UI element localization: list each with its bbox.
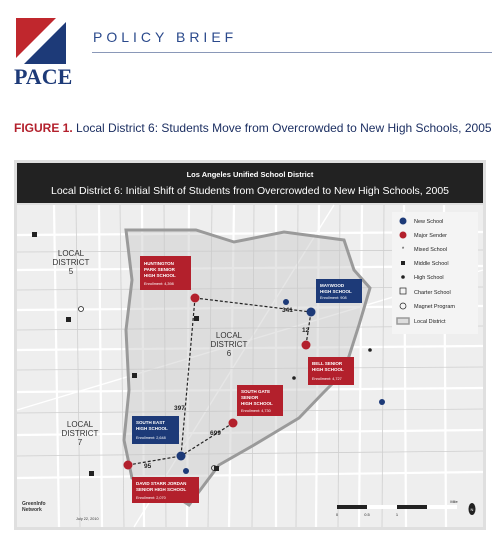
marker-jordan <box>124 461 133 470</box>
callout-south-gate-name3: HIGH SCHOOL <box>241 401 273 406</box>
callout-south-east-name2: HIGH SCHOOL <box>136 426 168 431</box>
scale-label-mile: Mile <box>450 499 458 504</box>
district-7-line3: 7 <box>77 438 83 447</box>
callout-maywood <box>316 279 362 303</box>
callout-bell <box>308 357 354 385</box>
district-5-line3: 5 <box>68 267 74 276</box>
flow-label-12: 12 <box>302 327 310 334</box>
callout-jordan <box>132 477 199 503</box>
callout-jordan-enroll: Enrollment: 2,070 <box>136 496 166 500</box>
district-7-line2: DISTRICT <box>61 429 99 438</box>
flow-label-699: 699 <box>210 430 221 437</box>
legend-new-school-symbol <box>400 218 407 225</box>
marker-maywood <box>307 308 316 317</box>
legend-mixed-school-symbol: * <box>401 247 405 253</box>
flow-label-95: 95 <box>144 463 152 470</box>
district-map <box>14 160 486 530</box>
scale-bar-segment <box>367 505 397 509</box>
legend-major-sender: Major Sender <box>414 233 448 239</box>
map-header <box>17 163 483 203</box>
flow-label-341: 341 <box>282 307 293 314</box>
callout-south-east-enroll: Enrollment: 2,648 <box>136 436 166 440</box>
district-6-line1: LOCAL <box>215 331 243 340</box>
callout-huntington-name3: HIGH SCHOOL <box>144 273 176 278</box>
scale-bar-segment-2 <box>427 505 457 509</box>
district-6-line3: 6 <box>226 349 232 358</box>
scale-label-1: 1 <box>395 512 399 517</box>
marker-south-gate <box>229 419 238 428</box>
legend-new-school: New School <box>414 219 444 225</box>
map-legend <box>392 212 478 334</box>
callout-bell-name1: BELL SENIOR <box>312 361 343 366</box>
legend-magnet-program: Magnet Program <box>414 304 455 310</box>
map-district-title: Los Angeles Unified School District <box>186 170 314 179</box>
north-label: N <box>470 507 474 512</box>
legend-high-school-symbol <box>401 275 405 279</box>
legend-local-district: Local District <box>414 319 446 325</box>
callout-jordan-name1: DAVID STARR JORDAN <box>136 481 187 486</box>
callout-south-gate-name2: SENIOR <box>241 395 259 400</box>
scale-label-0: 0 <box>335 512 339 517</box>
legend-mixed-school: Mixed School <box>414 247 448 253</box>
figure-caption <box>14 121 494 136</box>
callout-huntington-name2: PARK SENIOR <box>144 267 175 272</box>
callout-bell-enroll: Enrollment: 4,727 <box>312 377 342 381</box>
pace-logo-mark <box>16 18 66 64</box>
credit-line1: GreenInfo <box>22 501 46 507</box>
callout-south-east-name1: SOUTH EAST <box>136 420 166 425</box>
callout-south-gate-enroll: Enrollment: 4,730 <box>241 409 271 413</box>
callout-south-gate <box>237 385 283 416</box>
callout-jordan-name2: SENIOR HIGH SCHOOL <box>136 487 187 492</box>
callout-maywood-name2: HIGH SCHOOL <box>320 289 352 294</box>
pace-logo-text: PACE <box>14 64 73 89</box>
legend-charter-school: Charter School <box>414 290 451 296</box>
figure-caption-text: Local District 6: Students Move from Overcrowded to New High Schools, 2005 <box>76 121 492 135</box>
callout-huntington <box>140 256 191 290</box>
header-rule <box>92 52 492 53</box>
series-title: POLICY BRIEF <box>93 29 238 45</box>
district-5-line2: DISTRICT <box>52 258 90 267</box>
district-5-line1: LOCAL <box>57 249 85 258</box>
legend-local-district-symbol <box>397 318 409 324</box>
callout-south-gate-name1: SOUTH GATE <box>241 389 271 394</box>
legend-major-sender-symbol <box>400 232 407 239</box>
marker-huntington <box>191 294 200 303</box>
callout-maywood-name1: MAYWOOD <box>320 283 345 288</box>
marker-bell <box>302 341 311 350</box>
figure-label: FIGURE 1. <box>14 121 73 135</box>
scale-label-half: 0.5 <box>364 512 370 517</box>
callout-south-east <box>132 416 179 444</box>
legend-middle-school: Middle School <box>414 261 449 267</box>
callout-maywood-enroll: Enrollment: 908 <box>320 296 347 300</box>
callout-huntington-enroll: Enrollment: 4,398 <box>144 282 174 286</box>
flow-label-397: 397 <box>174 405 185 412</box>
legend-middle-school-symbol <box>401 261 405 265</box>
callout-bell-name2: HIGH SCHOOL <box>312 367 344 372</box>
district-7-line1: LOCAL <box>66 420 94 429</box>
credit-line2: Network <box>22 507 42 513</box>
map-date: July 22, 2010 <box>76 517 99 521</box>
legend-high-school: High School <box>414 275 444 281</box>
map-title: Local District 6: Initial Shift of Students from Overcrowded to New High Schools, 2005 <box>50 185 450 197</box>
district-6-line2: DISTRICT <box>210 340 248 349</box>
marker-south-east <box>177 452 186 461</box>
callout-huntington-name1: HUNTINGTON <box>144 261 174 266</box>
